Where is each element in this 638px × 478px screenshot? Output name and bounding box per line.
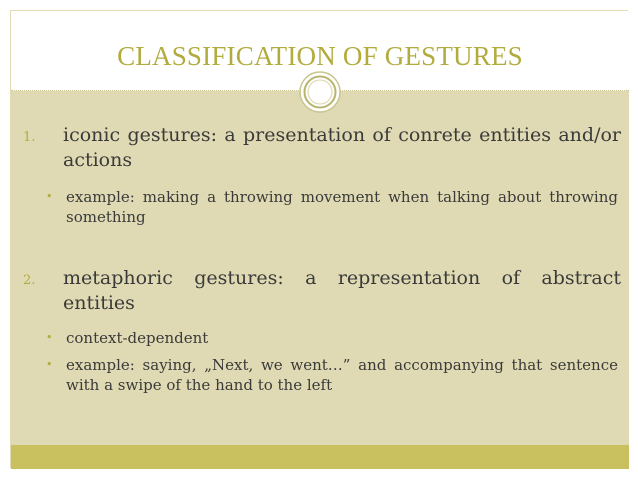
slide-title: CLASSIFICATION OF GESTURES [117,41,523,71]
list-item-1 [23,123,621,173]
list-item-text: metaphoric gestures: a representation of abstract entities [63,267,621,314]
list-item-text: iconic gestures: a presentation of conrete entities and/or actions [63,124,621,171]
list-number: 2. [23,273,36,288]
sub-item [46,328,618,348]
sub-item-text: example: making a throwing movement when talking about throwing something [66,188,618,226]
circle-ornament-icon [298,70,342,114]
footer-band [11,445,629,469]
list-item-2 [23,266,621,316]
bullet-icon: • [46,331,53,344]
sub-item [46,187,618,227]
sub-item [46,355,618,395]
content-area [11,91,629,445]
slide [10,10,628,468]
sub-item-text: context-dependent [66,329,209,347]
bullet-icon: • [46,358,53,371]
sub-item-text: example: saying, „Next, we went…” and accompanying that sentence with a swipe of the hand to the left [66,356,618,394]
bullet-icon: • [46,190,53,203]
list-number: 1. [23,130,36,145]
